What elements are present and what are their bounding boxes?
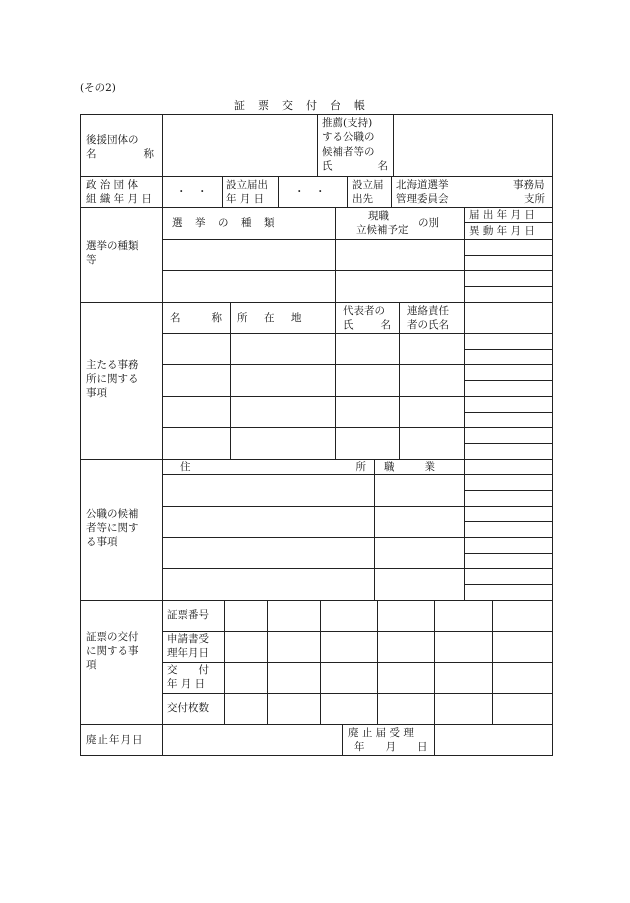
office-branch: 支所 (524, 193, 545, 205)
rep-col-header-line2 (343, 319, 391, 332)
candidate-matters-label-line1: 公職の候補 (86, 508, 139, 520)
occupation-col-header: 職 業 (384, 461, 438, 473)
candidate-matters-label-line2: 者等に関す (86, 522, 139, 534)
candidate-label-line2: する公職の (322, 131, 375, 143)
election-type-col-header: 選 挙 の 種 類 (172, 217, 276, 229)
abolition-receipt-label-line1: 廃 止 届 受 理 (348, 727, 414, 739)
issue-date-row-label-line2: 年 月 日 (167, 678, 206, 690)
form-number: (その2) (80, 82, 116, 94)
application-date-row-label-line1: 申請書受 (167, 633, 209, 645)
status-col-header-line1: 現職 (368, 210, 389, 222)
address-col-a: 住 (180, 461, 191, 473)
rep-col-a: 氏 (343, 319, 354, 331)
notify-dest-label-line1: 設立届 (352, 179, 384, 191)
political-org-label-line2: 組 織 年 月 日 (86, 193, 152, 205)
notify-date-col-header: 届 出 年 月 日 (469, 209, 535, 221)
issue-date-row-label-line1: 交 付 (167, 664, 209, 676)
political-org-label-line1: 政 治 団 体 (86, 179, 139, 191)
cert-number-row-label: 証票番号 (167, 609, 209, 621)
office-name-col-a: 名 (170, 312, 181, 324)
candidate-label-b: 名 (377, 160, 388, 172)
support-group-name-label: 後援団体の (86, 134, 139, 146)
support-group-name-label-a: 名 (86, 148, 97, 160)
office-name-col-b: 称 (211, 312, 222, 324)
abolition-date-label: 廃止年月日 (86, 734, 144, 746)
support-group-name-label-row2 (86, 148, 154, 161)
candidate-label-line4 (322, 160, 388, 173)
candidate-label-a: 氏 (322, 160, 333, 172)
issue-count-row-label: 交付枚数 (167, 702, 209, 714)
change-date-col-header: 異 動 年 月 日 (469, 225, 535, 237)
office-secretariat: 事務局 (513, 179, 545, 191)
application-date-row-label-line2: 理年月日 (167, 647, 209, 659)
rep-col-header-line1: 代表者の (343, 305, 385, 317)
candidate-label-line3: 候補者等の (322, 146, 375, 158)
election-type-label-line1: 選挙の種類 (86, 240, 139, 252)
office-label-line1: 主たる事務 (86, 359, 139, 371)
committee-line1: 北海道選挙 (396, 179, 449, 191)
notify-dest-label-line2: 出先 (352, 193, 373, 205)
office-name-col-header (170, 312, 222, 325)
support-group-name-field[interactable] (163, 115, 317, 176)
contact-col-header-line1: 連絡責任 (407, 305, 449, 317)
candidate-label-line1: 推薦(支持) (322, 117, 373, 129)
certificate-label-line3: 項 (86, 659, 97, 671)
political-org-date-field[interactable]: ・ ・ (176, 186, 208, 198)
office-location-col-header: 所 在 地 (237, 312, 305, 324)
address-col-header (180, 461, 366, 474)
office-label-line3: 事項 (86, 387, 107, 399)
contact-col-header-line2: 者の氏名 (407, 319, 449, 331)
abolition-receipt-field[interactable] (435, 725, 552, 755)
abolition-receipt-label-line2: 年 月 日 (354, 741, 428, 753)
candidate-matters-label-line3: る事項 (86, 536, 118, 548)
rep-col-b: 名 (380, 319, 391, 331)
certificate-label-line1: 証票の交付 (86, 631, 139, 643)
status-col-header-suffix: の別 (418, 217, 439, 229)
committee-line2: 管理委員会 (396, 193, 449, 205)
notify-date-label-line1: 設立届出 (226, 179, 268, 191)
office-label-line2: 所に関する (86, 373, 139, 385)
abolition-date-field[interactable] (163, 725, 342, 755)
certificate-label-line2: に関する事 (86, 645, 139, 657)
address-col-b: 所 (355, 461, 366, 473)
form-title: 証 票 交 付 台 帳 (234, 99, 366, 112)
support-group-name-label-b: 称 (143, 148, 154, 160)
status-col-header-line2: 立候補予定 (356, 224, 409, 236)
notify-date-field[interactable]: ・ ・ (294, 186, 326, 198)
notify-date-label-line2: 年 月 日 (226, 193, 265, 205)
election-type-label-line2: 等 (86, 254, 97, 266)
candidate-name-field[interactable] (394, 115, 552, 176)
